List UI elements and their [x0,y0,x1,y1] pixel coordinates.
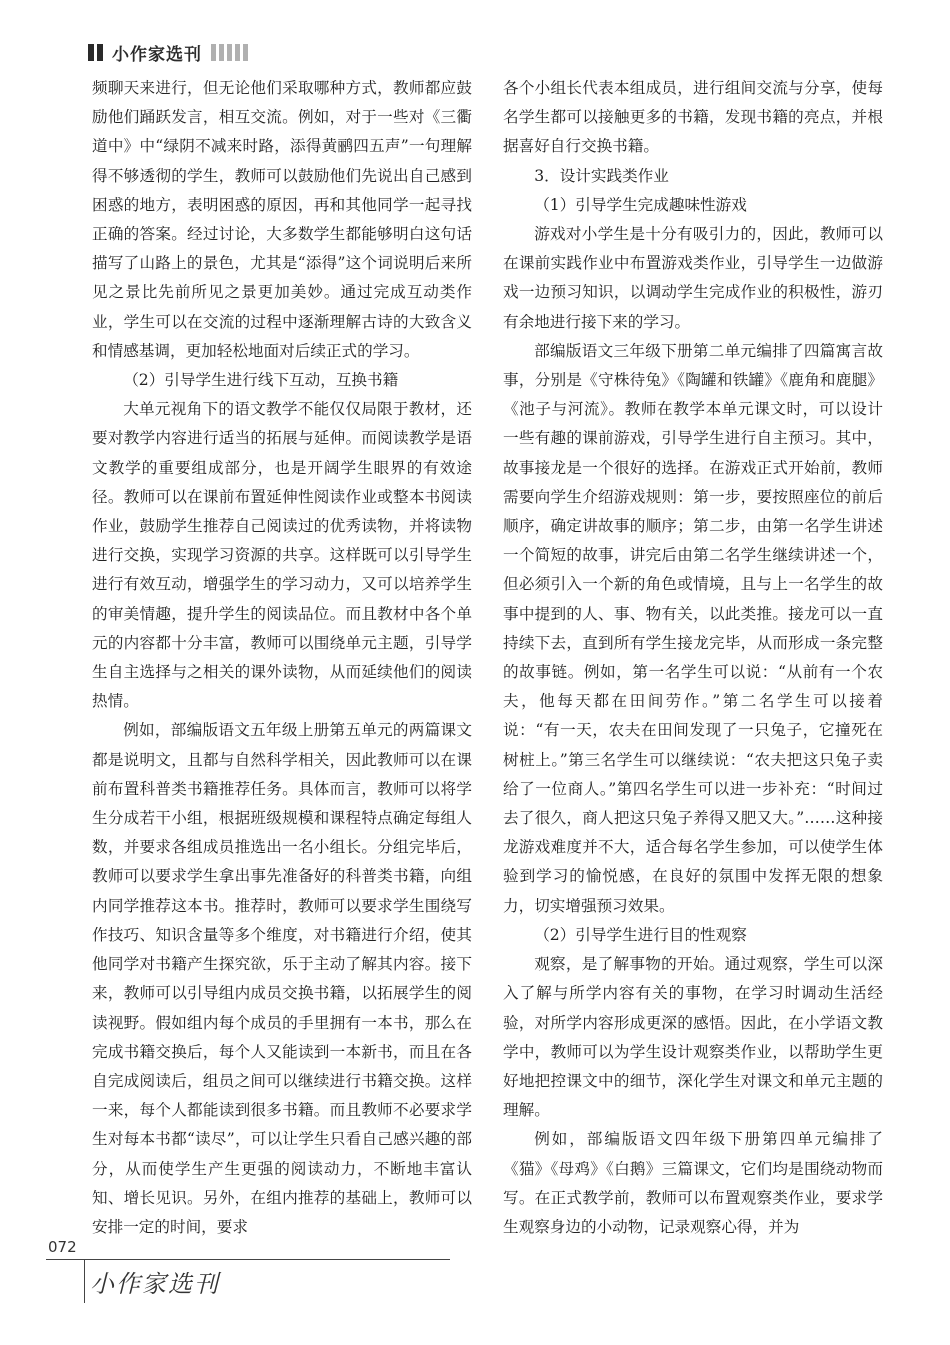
paragraph: 部编版语文三年级下册第二单元编排了四篇寓言故事，分别是《守株待兔》《陶罐和铁罐》《鹿角和鹿腿》《池子与河流》。教师在教学本单元课文时，可以设计一些有趣的课前游戏，引导学生进行自主预习。其中，故事接龙是一个很好的选择。在游戏正式开始前，教师需要向学生介绍游戏规则：第一步，要按照座位的前后顺序，确定讲故事的顺序；第二步，由第一名学生讲述一个简短的故事，讲完后由第二名学生继续讲述一个，但必须引入一个新的角色或情境，且与上一名学生的故事中提到的人、事、物有关，以此类推。接龙可以一直持续下去，直到所有学生接龙完毕，从而形成一条完整的故事链。例如，第一名学生可以说：“从前有一个农夫，他每天都在田间劳作。”第二名学生可以接着说：“有一天，农夫在田间发现了一只兔子，它撞死在树桩上。”第三名学生可以继续说：“农夫把这只兔子卖给了一位商人。”第四名学生可以进一步补充：“时间过去了很久，商人把这只兔子养得又肥又大。”……这种接龙游戏难度并不大，适合每名学生参加，可以使学生体验到学习的愉悦感，在良好的氛围中发挥无限的想象力，切实增强预习效果。 [503,341,883,915]
paragraph: 游戏对小学生是十分有吸引力的，因此，教师可以在课前实践作业中布置游戏类作业，引导学生一边做游戏一边预习知识，以调动学生完成作业的积极性，游刃有余地进行接下来的学习。 [503,225,883,331]
header-bar-mark-light [227,44,232,61]
footer-logo: 小作家选刊 [90,1270,220,1298]
header-bar-mark [97,44,103,61]
header-bar-mark [88,44,94,61]
paragraph: 大单元视角下的语文教学不能仅仅局限于教材，还要对教学内容进行适当的拓展与延伸。而阅读教学是语文教学的重要组成部分，也是开阔学生眼界的有效途径。教师可以在课前布置延伸性阅读作业或整本书阅读作业，鼓励学生推荐自己阅读过的优秀读物，并将读物进行交换，实现学习资源的共享。这样既可以引导学生进行有效互动，增强学生的学习动力，又可以培养学生的审美情趣，提升学生的阅读品位。而且教材中各个单元的内容都十分丰富，教师可以围绕单元主题，引导学生自主选择与之相关的课外读物，从而延续他们的阅读热情。 [92,400,472,711]
header-bar-mark-light [243,44,248,61]
page-number: 072 [48,1238,77,1256]
header-bar-mark-light [211,44,216,61]
header-bar-mark-light [235,44,240,61]
subsection-heading: （2）引导学生进行目的性观察 [534,925,747,944]
footer-rule [46,1259,450,1260]
right-text-column [503,74,883,1242]
footer-vertical-rule [84,1259,85,1303]
paragraph: 例如，部编版语文四年级下册第四单元编排了《猫》《母鸡》《白鹅》三篇课文，它们均是围绕动物而写。在正式教学前，教师可以布置观察类作业，要求学生观察身边的小动物，记录观察心得，并为 [503,1130,883,1236]
left-text-column [92,74,472,1242]
paragraph: 例如，部编版语文五年级上册第五单元的两篇课文都是说明文，且都与自然科学相关，因此教师可以在课前布置科普类书籍推荐任务。具体而言，教师可以将学生分成若干小组，根据班级规模和课程特点确定每组人数，并要求各组成员推选出一名小组长。分组完毕后，教师可以要求学生拿出事先准备好的科普类书籍，向组内同学推荐这本书。推荐时，教师可以要求学生围绕写作技巧、知识含量等多个维度，对书籍进行介绍，使其他同学对书籍产生探究欲，乐于主动了解其内容。接下来，教师可以引导组内成员交换书籍，以拓展学生的阅读视野。假如组内每个成员的手里拥有一本书，那么在完成书籍交换后，每个人又能读到一本新书，而且在各自完成阅读后，组员之间可以继续进行书籍交换。这样一来，每个人都能读到很多书籍。而且教师不必要求学生对每本书都“读尽”，可以让学生只看自己感兴趣的部分，从而使学生产生更强的阅读动力，不断地丰富认知、增长见识。另外，在组内推荐的基础上，教师可以安排一定的时间，要求 [92,721,472,1236]
running-header [88,38,251,66]
paragraph: 频聊天来进行，但无论他们采取哪种方式，教师都应鼓励他们踊跃发言，相互交流。例如，对于一些对《三衢道中》中“绿阴不减来时路，添得黄鹂四五声”一句理解得不够透彻的学生，教师可以鼓励他们先说出自己感到困惑的地方，表明困惑的原因，再和其他同学一起寻找正确的答案。经过讨论，大多数学生都能够明白这句话描写了山路上的景色，尤其是“添得”这个词说明后来所见之景比先前所见之景更加美妙。通过完成互动类作业，学生可以在交流的过程中逐渐理解古诗的大致含义和情感基调，更加轻松地面对后续正式的学习。 [92,79,472,360]
subsection-heading: （1）引导学生完成趣味性游戏 [534,195,747,214]
paragraph: 各个小组长代表本组成员，进行组间交流与分享，使每名学生都可以接触更多的书籍，发现书籍的亮点，并根据喜好自行交换书籍。 [503,79,883,156]
journal-title: 小作家选刊 [112,44,202,65]
section-heading: 3．设计实践类作业 [534,166,669,185]
paragraph: 观察，是了解事物的开始。通过观察，学生可以深入了解与所学内容有关的事物，在学习时调动生活经验，对所学内容形成更深的感悟。因此，在小学语文教学中，教师可以为学生设计观察类作业，以帮助学生更好地把控课文中的细节，深化学生对课文和单元主题的理解。 [503,955,883,1120]
section-heading: （2）引导学生进行线下互动，互换书籍 [123,371,399,390]
header-bar-mark-light [219,44,224,61]
